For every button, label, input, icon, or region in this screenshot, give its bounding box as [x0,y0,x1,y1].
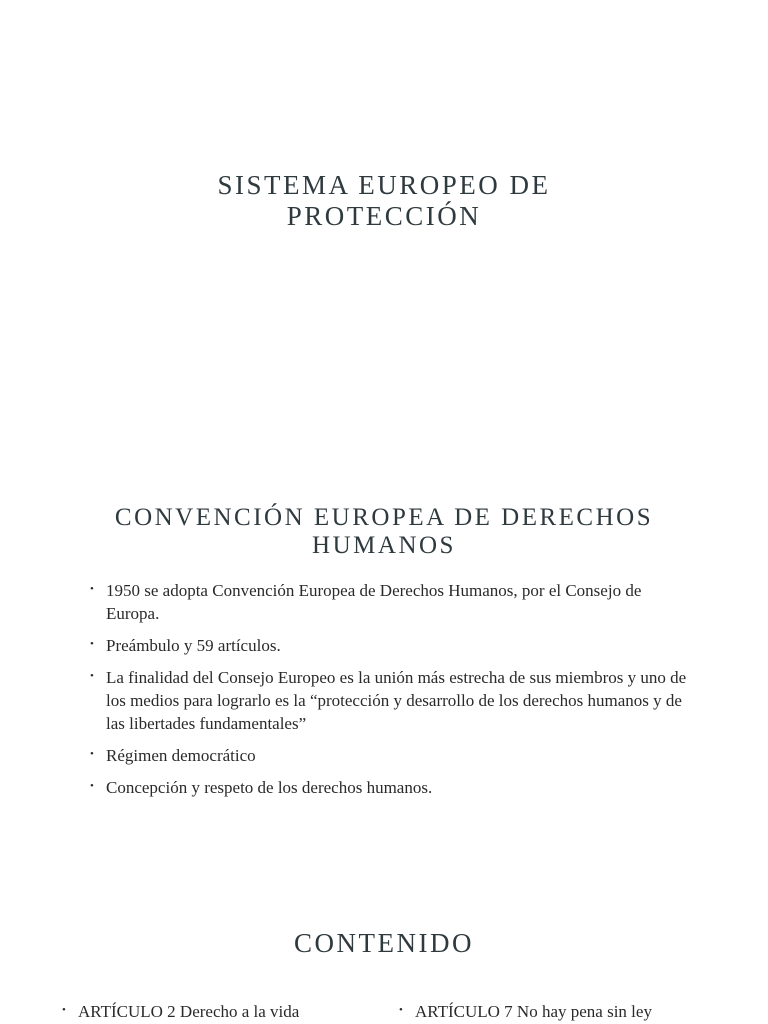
slide-title-sistema-europeo: SISTEMA EUROPEO DE PROTECCIÓN [217,170,551,231]
bullet-text: La finalidad del Consejo Europeo es la unión más estrecha de sus miembros y uno de los medios para lograrlo es la “protección y desarrollo de los derechos humanos y de las libertades fundamentales” [106,668,687,733]
bullet-item [90,744,690,767]
bullet-text: Régimen democrático [106,746,256,765]
convencion-bullet-list [90,579,690,808]
slide-title-convencion: CONVENCIÓN EUROPEA DE DERECHOS HUMANOS [114,504,654,559]
bullet-item [90,634,690,657]
bullet-item [90,776,690,799]
slide-title-contenido: CONTENIDO [294,928,474,958]
bullet-icon: • [90,638,94,650]
bullet-item [90,579,690,625]
bullet-icon: • [62,1004,66,1016]
bullet-icon: • [90,748,94,760]
bullet-icon: • [90,670,94,682]
bullet-text: Concepción y respeto de los derechos humanos. [106,778,433,797]
contenido-item-text: ARTÍCULO 2 Derecho a la vida [78,1002,300,1021]
bullet-icon: • [399,1004,403,1016]
bullet-icon: • [90,780,94,792]
contenido-item [62,1000,299,1023]
bullet-icon: • [90,583,94,595]
bullet-text: Preámbulo y 59 artículos. [106,636,281,655]
contenido-item [399,1000,652,1023]
bullet-item [90,666,690,735]
bullet-text: 1950 se adopta Convención Europea de Derechos Humanos, por el Consejo de Europa. [106,581,642,623]
contenido-item-text: ARTÍCULO 7 No hay pena sin ley [415,1002,652,1021]
